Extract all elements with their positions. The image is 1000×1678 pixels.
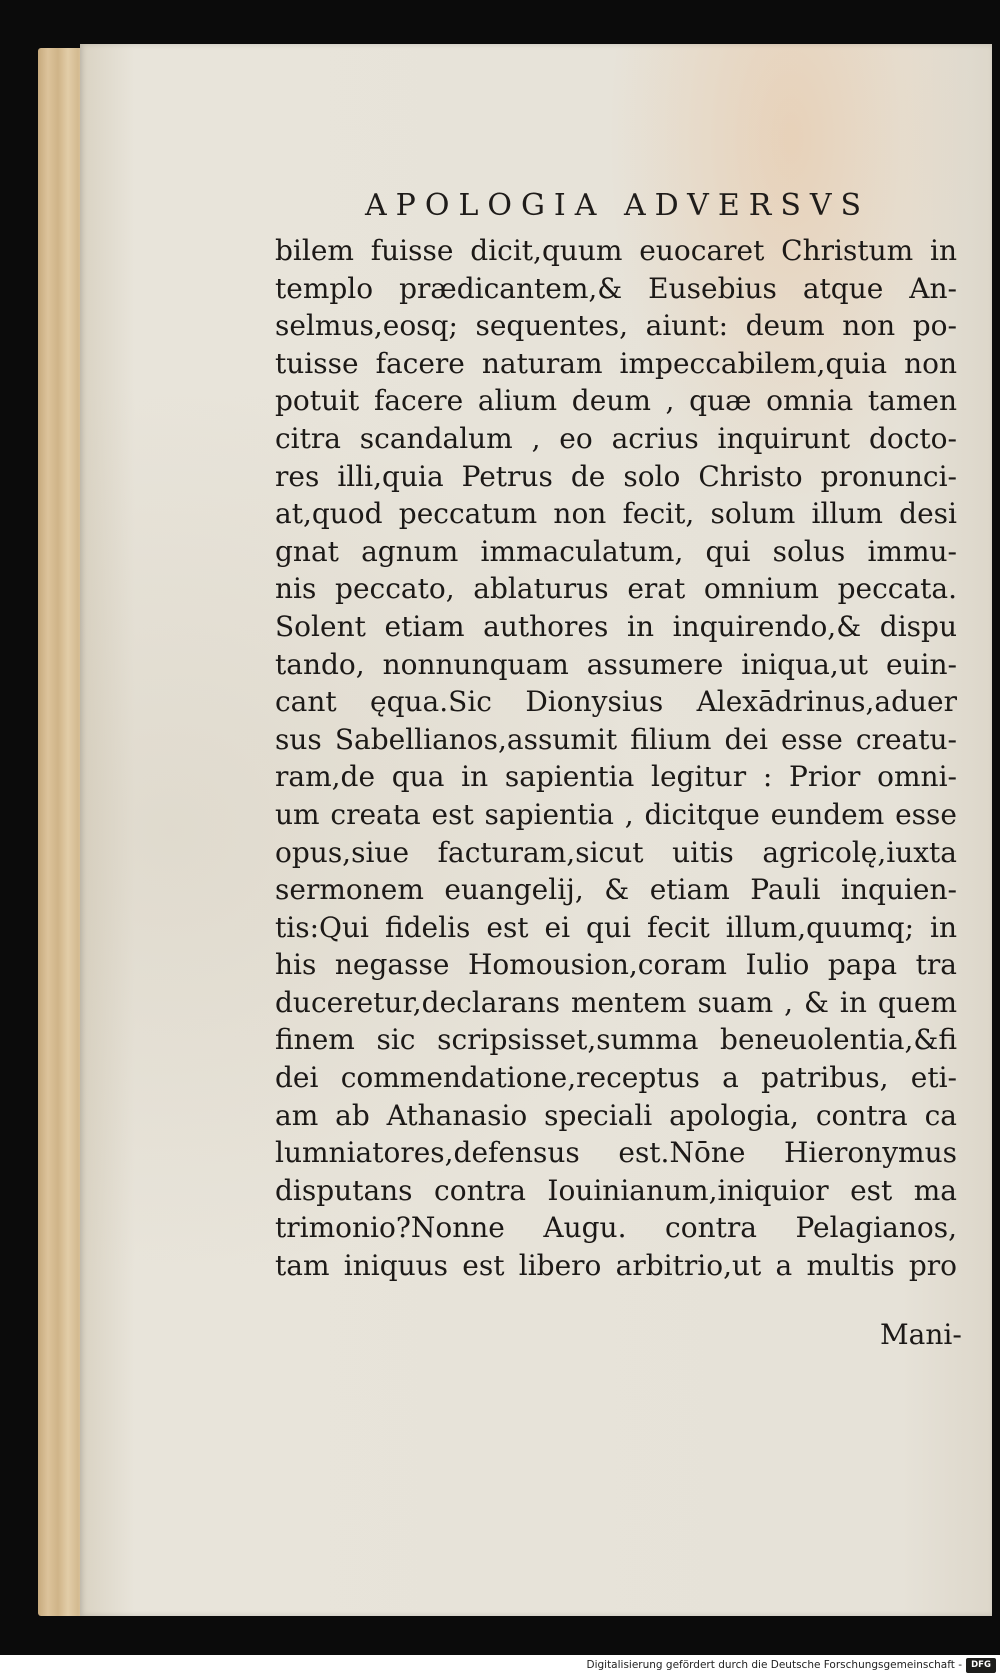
text-line: opus,siue facturam,sicut uitis agricolę,iuxta: [275, 835, 957, 869]
text-line: disputans contra Iouinianum,iniquior est ma: [275, 1173, 957, 1207]
text-line: sus Sabellianos,assumit filium dei esse creatu-: [275, 722, 957, 756]
text-line: nis peccato, ablaturus erat omnium peccata.: [275, 572, 957, 606]
text-line: bilem fuisse dicit,quum euocaret Christum in: [275, 234, 957, 267]
dfg-logo-badge: DFG: [966, 1658, 996, 1673]
text-line: tis:Qui fidelis est ei qui fecit illum,quumq; in: [275, 910, 957, 944]
text-line: duceretur,declarans mentem suam , & in quem: [275, 985, 957, 1019]
text-line: gnat agnum immaculatum, qui solus immu-: [275, 534, 957, 568]
text-line: lumniatores,defensus est.Nōne Hieronymus: [275, 1136, 957, 1170]
footer-bar: [0, 1655, 1000, 1678]
text-line: potuit facere alium deum , quæ omnia tamen: [275, 384, 957, 418]
body-text: [275, 232, 957, 1285]
text-line: res illi,quia Petrus de solo Christo pronunci-: [275, 459, 957, 493]
text-line: trimonio?Nonne Augu. contra Pelagianos,: [275, 1211, 957, 1245]
text-line: cant ęqua.Sic Dionysius Alexādrinus,aduer: [275, 685, 957, 719]
text-line: Solent etiam authores in inquirendo,& dispu: [275, 609, 957, 643]
text-line: ram,de qua in sapientia legitur : Prior omni-: [275, 760, 957, 794]
text-line: dei commendatione,receptus a patribus, eti-: [275, 1061, 957, 1095]
text-line: templo prædicantem,& Eusebius atque An-: [275, 271, 957, 305]
text-line: citra scandalum , eo acrius inquirunt docto-: [275, 421, 957, 455]
text-line: finem sic scripsisset,summa beneuolentia,&fi: [275, 1023, 957, 1057]
text-line: sermonem euangelij, & etiam Pauli inquien-: [275, 873, 957, 907]
running-head: APOLOGIA ADVERSVS: [365, 188, 871, 223]
text-line: am ab Athanasio speciali apologia, contra ca: [275, 1098, 957, 1132]
text-line: his negasse Homousion,coram Iulio papa tra: [275, 948, 957, 982]
text-line: tuisse facere naturam impeccabilem,quia non: [275, 346, 957, 380]
text-line: tam iniquus est libero arbitrio,ut a multis pro: [275, 1249, 957, 1283]
text-line: at,quod peccatum non fecit, solum illum desi: [275, 497, 957, 531]
text-line: tando, nonnunquam assumere iniqua,ut euin-: [275, 647, 957, 681]
text-line: selmus,eosq; sequentes, aiunt: deum non po-: [275, 309, 957, 343]
text-line: um creata est sapientia , dicitque eundem esse: [275, 797, 957, 831]
funding-notice: Digitalisierung gefördert durch die Deutsche Forschungsgemeinschaft -: [586, 1659, 962, 1671]
catchword: Mani-: [880, 1318, 962, 1351]
